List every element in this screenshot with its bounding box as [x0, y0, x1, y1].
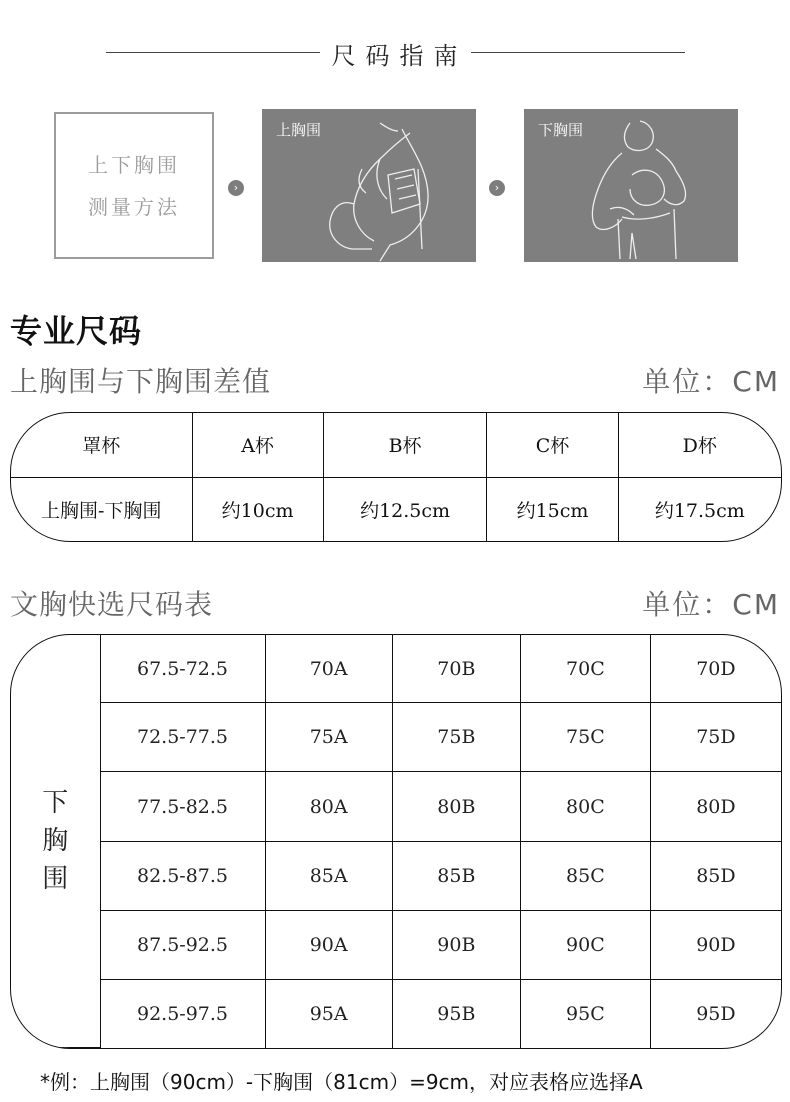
under-bust-illustration [524, 109, 738, 262]
table-cell: 85A [265, 841, 392, 910]
table-header-cell: B杯 [323, 413, 487, 477]
table-cell: 90C [520, 910, 650, 979]
table-cell: 95C [520, 980, 650, 1048]
unit-label: 单位：CM [642, 365, 780, 398]
example-note: *例：上胸围（90cm）-下胸围（81cm）=9cm，对应表格应选择A [40, 1070, 643, 1094]
table-cell: 75D [650, 703, 781, 772]
band-label: 下胸围 [42, 788, 69, 894]
bra-size-table [10, 634, 782, 1049]
table-cell: 80A [265, 772, 392, 841]
table-cell: 72.5-77.5 [100, 703, 265, 772]
step-arrow-icon: › [489, 180, 505, 196]
unit-label: 单位：CM [642, 588, 780, 621]
cup-difference-table [10, 412, 782, 542]
table-cell: 80B [392, 772, 520, 841]
title-divider-right [471, 52, 685, 53]
table-row [11, 635, 781, 703]
table-cell: 67.5-72.5 [100, 635, 265, 703]
table-cell: 82.5-87.5 [100, 841, 265, 910]
upper-bust-illustration [262, 109, 476, 262]
page-title: 尺码指南 [331, 42, 468, 70]
table-header-cell: A杯 [192, 413, 323, 477]
table-cell: 95A [265, 980, 392, 1048]
table-cell: 85B [392, 841, 520, 910]
band-label-cell [11, 635, 100, 1048]
table-cell: 约10cm [192, 477, 323, 541]
table-cell: 约12.5cm [323, 477, 487, 541]
table-row [11, 841, 781, 910]
title-divider-left [106, 52, 320, 53]
table-cell: 92.5-97.5 [100, 980, 265, 1048]
table-cell: 75B [392, 703, 520, 772]
table-row [11, 703, 781, 772]
table-row [11, 980, 781, 1048]
table-cell: 75A [265, 703, 392, 772]
table-cell: 85C [520, 841, 650, 910]
table-cell: 70C [520, 635, 650, 703]
section-title-bust-difference: 上胸围与下胸围差值 [10, 365, 272, 398]
table-cell: 90B [392, 910, 520, 979]
table-cell: 75C [520, 703, 650, 772]
table-header-cell: C杯 [487, 413, 618, 477]
step-arrow-icon: › [228, 180, 244, 196]
measure-method-box [54, 112, 214, 259]
section-title-quick-size: 文胸快选尺码表 [10, 588, 214, 621]
table-row [11, 477, 781, 541]
under-bust-label: 下胸围 [538, 121, 584, 139]
table-cell: 约17.5cm [618, 477, 781, 541]
table-cell: 约15cm [487, 477, 618, 541]
table-row [11, 772, 781, 841]
table-cell: 95D [650, 980, 781, 1048]
upper-bust-label: 上胸围 [276, 121, 322, 139]
table-cell: 70B [392, 635, 520, 703]
table-header-cell: 罩杯 [11, 413, 192, 477]
section-title-professional-size: 专业尺码 [10, 312, 143, 350]
table-cell: 77.5-82.5 [100, 772, 265, 841]
table-cell: 70D [650, 635, 781, 703]
table-cell: 90D [650, 910, 781, 979]
measure-method-line2: 测量方法 [88, 194, 180, 219]
table-cell: 85D [650, 841, 781, 910]
table-cell: 95B [392, 980, 520, 1048]
table-cell: 上胸围-下胸围 [11, 477, 192, 541]
table-row [11, 910, 781, 979]
measure-method-line1: 上下胸围 [88, 152, 180, 177]
table-cell: 80D [650, 772, 781, 841]
table-cell: 90A [265, 910, 392, 979]
table-row [11, 413, 781, 477]
table-header-cell: D杯 [618, 413, 781, 477]
table-cell: 70A [265, 635, 392, 703]
table-cell: 87.5-92.5 [100, 910, 265, 979]
table-cell: 80C [520, 772, 650, 841]
